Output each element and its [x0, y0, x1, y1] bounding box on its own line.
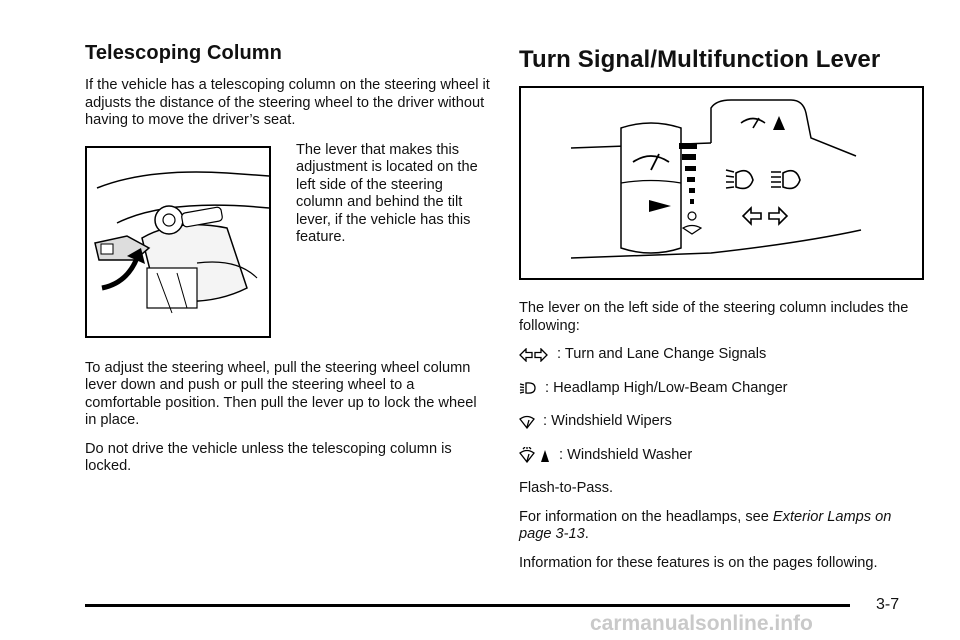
windshield-washer-icon [519, 447, 551, 463]
lever-intro: The lever on the left side of the steering column includes the following: [519, 300, 909, 334]
following-pages-note: Information for these features is on the pages following. [519, 554, 878, 571]
wipers-label: : Windshield Wipers [543, 413, 672, 429]
telescoping-intro: If the vehicle has a telescoping column on the steering wheel it adjusts the distance of the steering wheel to the driver without having to move the driver’s seat. [85, 77, 490, 128]
headlamp-info-paragraph [519, 509, 924, 544]
flash-to-pass: Flash-to-Pass. [519, 480, 614, 496]
headlamp-label: : Headlamp High/Low-Beam Changer [545, 379, 788, 396]
left-column [85, 42, 490, 487]
footer-rule [85, 604, 850, 607]
info-suffix: . [584, 526, 589, 542]
telescoping-figure-block [85, 141, 490, 340]
watermark-logo: carmanualsonline.info [590, 612, 813, 635]
telescoping-warning-paragraph: Do not drive the vehicle unless the telescoping column is locked. [85, 440, 452, 474]
exterior-lamps-link[interactable]: Exterior Lamps on page 3-13 [519, 508, 892, 542]
multifunction-lever-illustration [519, 86, 924, 280]
telescoping-side-text: The lever that makes this adjustment is located on the left side of the steering column and behind the tilt lever, if the vehicle has this feature. [296, 141, 478, 245]
section-title-telescoping: Telescoping Column [85, 42, 282, 64]
list-item-washer [519, 447, 924, 465]
turn-signal-arrows-icon [519, 348, 549, 362]
list-item-wipers [519, 413, 924, 431]
list-item-turn-signal [519, 346, 924, 364]
telescoping-adjust-paragraph: To adjust the steering wheel, pull the steering wheel column lever down and push or pull the steering wheel to a comfortable position. Then pull the lever up to lock the wheel in place. [85, 359, 477, 428]
list-item-headlamp [519, 380, 924, 398]
windshield-wiper-icon [519, 415, 535, 429]
headlamp-beam-icon [519, 381, 537, 395]
washer-label: : Windshield Washer [559, 446, 693, 463]
turn-signal-label: : Turn and Lane Change Signals [557, 346, 767, 362]
section-title-turn-signal: Turn Signal/Multifunction Lever [519, 46, 881, 73]
right-column [519, 42, 924, 583]
page-number: 3-7 [876, 596, 900, 613]
telescoping-lever-illustration [85, 146, 271, 338]
info-prefix: For information on the headlamps, see [519, 508, 773, 525]
